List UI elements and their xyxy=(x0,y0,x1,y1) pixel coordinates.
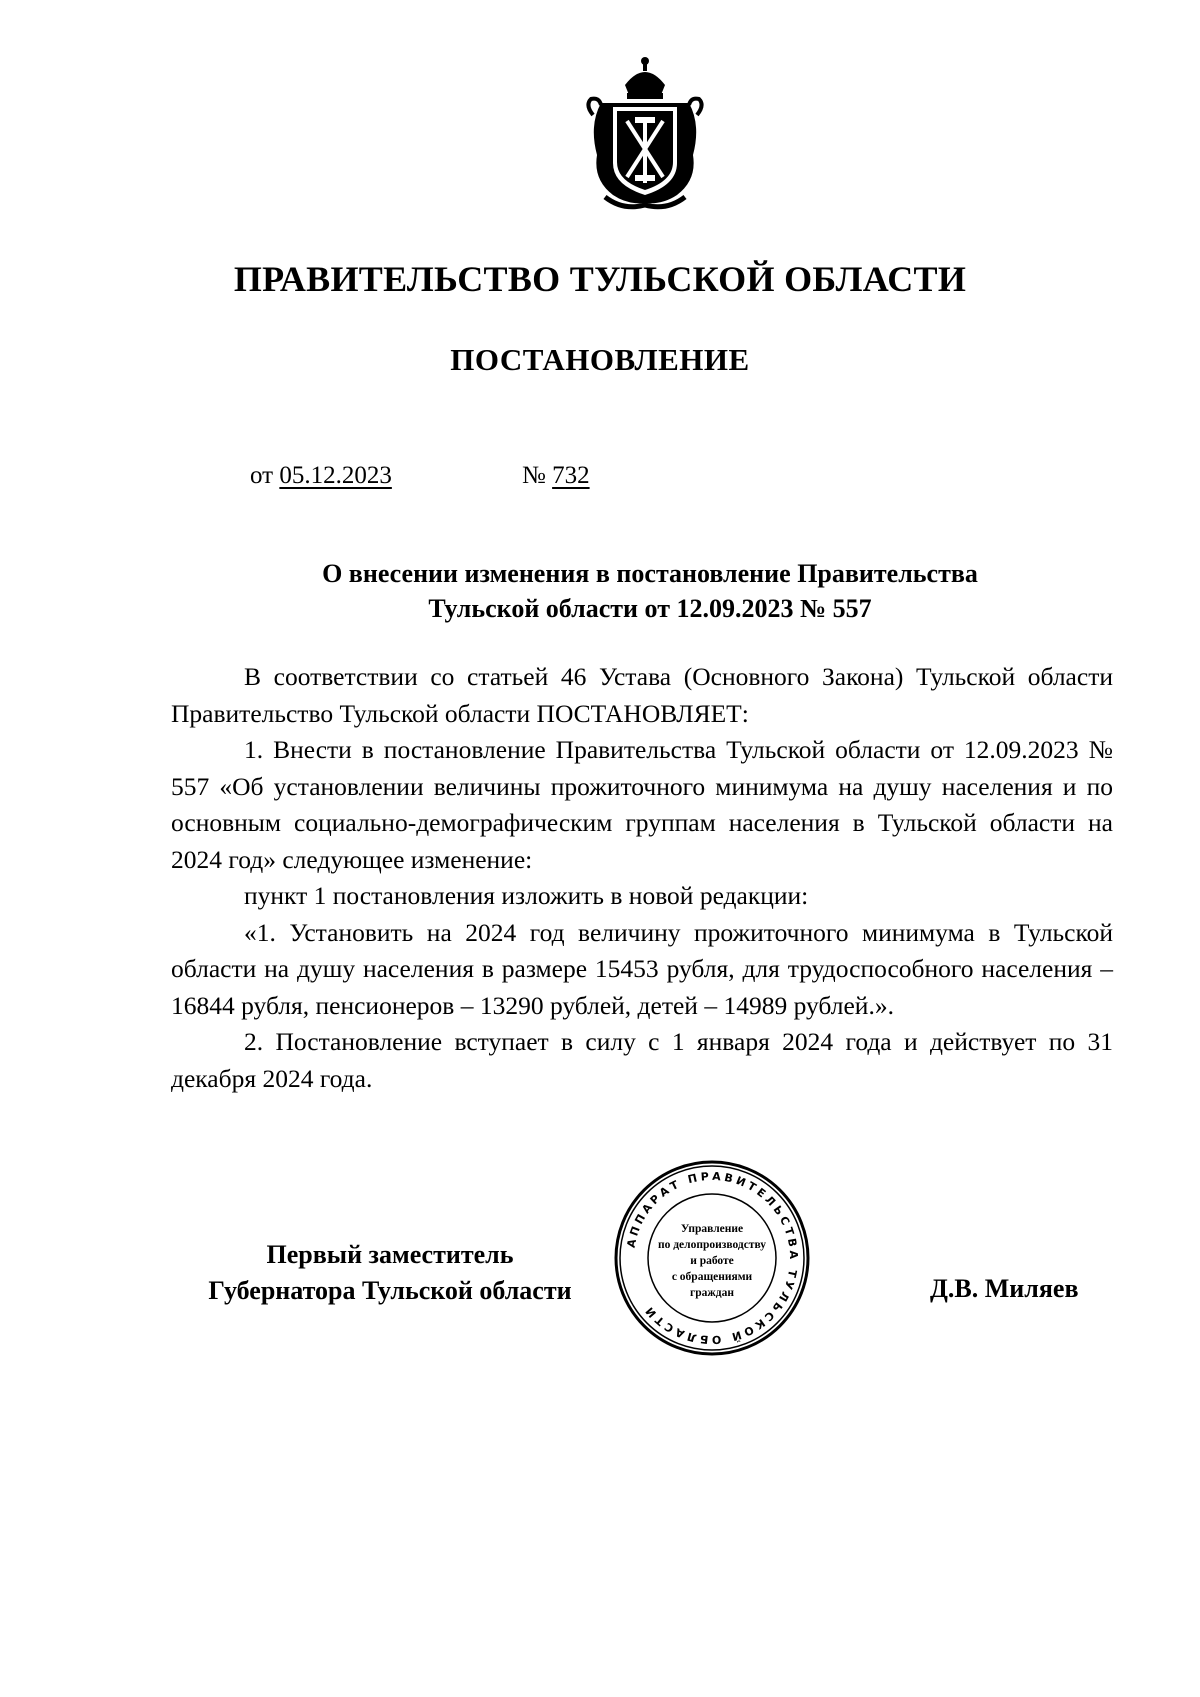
stamp-ring-text: АППАРАТ ПРАВИТЕЛЬСТВА ТУЛЬСКОЙ ОБЛАСТИ xyxy=(624,1169,801,1347)
document-date: 05.12.2023 xyxy=(279,462,392,489)
paragraph-item-1: 1. Внести в постановление Правительства Тульской области от 12.09.2023 № 557 «Об установлении величины прожиточного минимума на душу населения и по основным социально-демографическим группам населения в Тульской области на 2024 год» следующее изменение: xyxy=(171,735,1113,874)
paragraph-new-text: «1. Установить на 2024 год величину прожиточного минимума в Тульской области на душу населения в размере 15453 рубля, для трудоспособного населения – 16844 рубля, пенсионеров – 13290 рублей, детей – 14989 рублей.». xyxy=(171,917,1113,1020)
paragraph-preamble: В соответствии со статьей 46 Устава (Основного Закона) Тульской области Правительство Тульской области ПОСТАНОВЛЯЕТ: xyxy=(171,662,1113,728)
number-line xyxy=(522,462,590,490)
signatory-position xyxy=(170,1237,610,1309)
signatory-name: Д.В. Миляев xyxy=(930,1274,1079,1303)
heading-line-1: О внесении изменения в постановление Правительства xyxy=(322,559,978,588)
signatory-position-line-1: Первый заместитель xyxy=(266,1240,514,1269)
org-title: ПРАВИТЕЛЬСТВО ТУЛЬСКОЙ ОБЛАСТИ xyxy=(233,259,967,299)
tula-coat-of-arms-icon xyxy=(583,55,707,210)
paragraph-amendment-intro: пункт 1 постановления изложить в новой редакции: xyxy=(244,881,809,910)
stamp-center-line: граждан xyxy=(690,1287,734,1299)
signatory-position-line-2: Губернатора Тульской области xyxy=(208,1276,572,1305)
number-prefix: № xyxy=(522,462,546,489)
document-number: 732 xyxy=(552,462,590,489)
paragraph-item-2: 2. Постановление вступает в силу с 1 января 2024 года и действует по 31 декабря 2024 года. xyxy=(171,1027,1113,1093)
stamp-center-line: по делопроизводству xyxy=(657,1239,767,1251)
heading-line-2: Тульской области от 12.09.2023 № 557 xyxy=(428,594,872,623)
stamp-center-line: с обращениями xyxy=(671,1271,753,1283)
date-prefix: от xyxy=(250,462,274,489)
official-stamp xyxy=(612,1158,812,1358)
document-body xyxy=(171,659,1113,1097)
document-type: ПОСТАНОВЛЕНИЕ xyxy=(450,342,750,377)
stamp-center-line: Управление xyxy=(680,1223,744,1235)
document-heading xyxy=(200,556,1100,626)
date-line xyxy=(250,462,392,490)
stamp-center-line: и работе xyxy=(690,1255,734,1267)
